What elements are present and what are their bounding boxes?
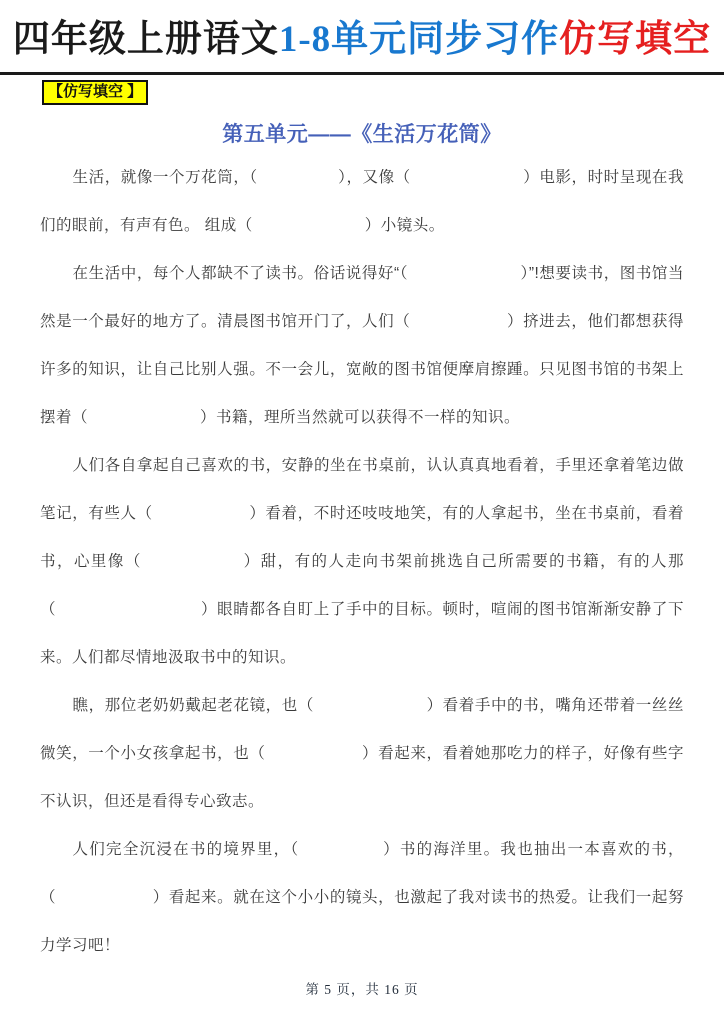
page-title-grade-segment: 四年级上册语文: [12, 19, 279, 60]
paragraph-4: 瞧，那位老奶奶戴起老花镜，也（ ）看着手中的书，嘴角还带着一丝丝微笑，一个小女孩拿起书，也（ ）看起来，看着她那吃力的样子，好像有些字不认识，但还是看得专心致志。: [40, 697, 684, 811]
page-title-type-segment: 仿写填空: [559, 19, 712, 60]
page-title: [0, 16, 724, 64]
document-body: [0, 75, 724, 970]
paragraph-5: 人们完全沉浸在书的境界里，（ ）书的海洋里。我也抽出一本喜欢的书，（ ）看起来。就在这个小小的镜头，也激起了我对读书的热爱。让我们一起努力学习吧！: [40, 841, 684, 955]
fill-in-blank-badge: 【仿写填空 】: [42, 80, 148, 105]
page-title-units-segment: 1-8单元同步习作: [278, 19, 560, 60]
paragraph-2: 在生活中，每个人都缺不了读书。俗话说得好“（ ）”!想要读书，图书馆当然是一个最好的地方了。清晨图书馆开门了，人们（ ）挤进去，他们都想获得许多的知识，让自己比别人强。不一会儿，宽敞的图书馆便摩肩擦踵。只见图书馆的书架上摆着（ ）书籍，理所当然就可以获得不一样的知识。: [40, 265, 684, 427]
page-number: 第 5 页，共 16 页: [305, 982, 419, 997]
paragraph-1: 生活，就像一个万花筒，（ ），又像（ ）电影，时时呈现在我们的眼前，有声有色。 组成（ ）小镜头。: [40, 169, 684, 235]
exercise-text: [40, 154, 684, 970]
unit-section-title: 第五单元——《生活万花筒》: [222, 123, 502, 147]
paragraph-3: 人们各自拿起自己喜欢的书，安静的坐在书桌前，认认真真地看着，手里还拿着笔边做笔记，有些人（ ）看着，不时还吱吱地笑，有的人拿起书，坐在书桌前，看着书，心里像（ ）甜，有的人走向书架前挑选自己所需要的书籍，有的人那（ ）眼睛都各自盯上了手中的目标。顿时，喧闹的图书馆渐渐安静了下来。人们都尽情地汲取书中的知识。: [40, 457, 684, 667]
